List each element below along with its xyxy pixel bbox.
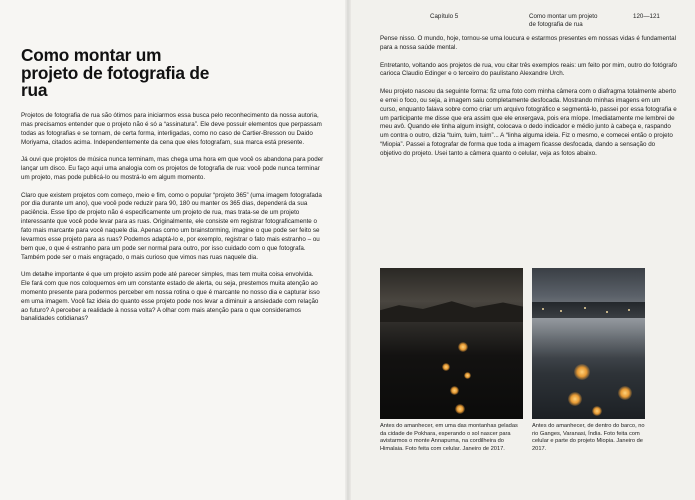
shore-light [584, 307, 586, 309]
book-gutter [345, 0, 351, 500]
header-page-numbers: 120—121 [633, 13, 660, 20]
paragraph: Claro que existem projetos com começo, meio e fim, como o popular “projeto 365” (uma imagem fotografada por dia durante um ano), que você pode reduzir para 90, 180 ou manter os 365 dias, dependerá da sua paciência. Esse tipo de projeto não é especificamente um projeto de rua, mas trata-se de um projeto interessante que você pode levar para as ruas. Originalmente, ele consiste em registrar fotograficamente o fato mais marcante para você naquele dia. Apenas como um brainstorming, imagine o que pode ser feito se levarmos esse projeto para as ruas? Podemos adaptá-lo e, por exemplo, registrar o fato mais estranho – ou bem que, o que é estranho para um pode ser normal para outro, por isso cuidado com o que fotografa. Também pode ser o mais engraçado, o mais curioso que vimos nas ruas naquele dia. [21, 191, 322, 261]
header-section: Como montar um projeto de fotografia de rua [529, 13, 598, 28]
light-glow [464, 372, 471, 379]
shore-light [560, 310, 562, 312]
right-body-text [380, 35, 678, 168]
photo-pokhara-mountains [380, 268, 523, 419]
running-header [347, 13, 695, 33]
right-page [347, 0, 695, 500]
photo-ganges-river [532, 268, 645, 419]
shore-light [606, 311, 608, 313]
left-page [0, 0, 347, 500]
page-title: Como montar um projeto de fotografia de rua [21, 45, 210, 101]
light-glow [458, 342, 468, 352]
shore-light [542, 308, 544, 310]
light-glow [442, 363, 450, 371]
paragraph: Projetos de fotografia de rua são ótimos para iniciarmos essa busca pelo reconhecimento da nossa autoria, mas precisamos entender que o projeto não é só a “assinatura”. Ele deve possuir elementos que perpassam todas as fotografias e se tornam, de certa forma, interligadas, como no caso de Cartier-Bresson ou Daido Moriyama, citados acima. Independentemente da cena que eles fotografam, sua marca está presente. [21, 112, 322, 146]
photo-caption: Antes do amanhecer, em uma das montanhas geladas da cidade de Pokhara, esperando o sol nascer para avistarmos o monte Annapurna, na cordilheira do Himalaia. Foto feita com celular. Janeiro de 2017. [380, 423, 518, 452]
light-glow [450, 386, 459, 395]
shore-light [628, 309, 630, 311]
header-chapter: Capítulo 5 [430, 13, 459, 20]
floating-lamp [568, 392, 582, 406]
paragraph: Já ouvi que projetos de música nunca terminam, mas chega uma hora em que você os abandona para poder lançar um disco. Eu faço aqui uma analogia com os projetos de fotografia de rua: você pode nunca terminar um projeto, mas pode publicá-lo ou mostrá-lo em algum momento. [21, 156, 324, 181]
paragraph: Entretanto, voltando aos projetos de rua, vou citar três exemplos reais: um feito por mim, outro do fotógrafo carioca Claudio Edinger e o terceiro do paulistano Alexandre Urch. [380, 61, 678, 78]
paragraph: Meu projeto nasceu da seguinte forma: fiz uma foto com minha câmera com o diafragma totalmente aberto e errei o foco, ou seja, a imagem saiu completamente desfocada. Mostrando minhas imagens em um curso, enquanto falava sobre como criar um arquivo fotográfico e segmentá-lo, passei por essa fotografia e um participante me disse que era assim que ele enxergava, pois era míope. Imediatamente me lembrei de meu avô. Quando ele tinha algum insight, colocava o dedo indicador e médio junto à cabeça e, raspando um contra o outro, dizia “tuim, tuim, tuim”... A “linha alguma ideia. Fiz o mesmo, e comecei então o projeto “Miopia”. Passei a fotografar de forma que toda a imagem ficasse desfocada, dando a sensação do objetivo do projeto. Usei tanto a câmera quanto o celular, veja as fotos abaixo. [380, 88, 677, 157]
mountain-silhouette [380, 296, 523, 322]
floating-lamp [618, 386, 632, 400]
floating-lamp [592, 406, 602, 416]
paragraph: Um detalhe importante é que um projeto assim pode até parecer simples, mas tem muita coisa envolvida. Ele fará com que nos coloquemos em um constante estado de alerta, ou seja, prestemos muita atenção ao momento presente para podermos perceber em nossa rotina o que é marcante no nosso dia e capturar isso em uma imagem. Você faz ideia do quanto esse projeto pode nos levar a diminuir a ansiedade com relação ao futuro? A perceber a realidade à nossa volta? A olhar com mais atenção para o que consideramos banalidades cotidianas? [21, 271, 320, 323]
paragraph: Pense nisso. O mundo, hoje, tornou-se uma loucura e estarmos presentes em nossas vidas é fundamental para a nossa saúde mental. [380, 35, 676, 51]
left-body-text [21, 112, 324, 333]
floating-lamp [574, 364, 590, 380]
light-glow [455, 404, 465, 414]
photo-caption: Antes do amanhecer, de dentro do barco, no rio Ganges, Varanasi, Índia. Foto feita com celular e parte do projeto Miopia. Janeiro de 2017. [532, 423, 645, 452]
water-reflection [532, 318, 645, 358]
